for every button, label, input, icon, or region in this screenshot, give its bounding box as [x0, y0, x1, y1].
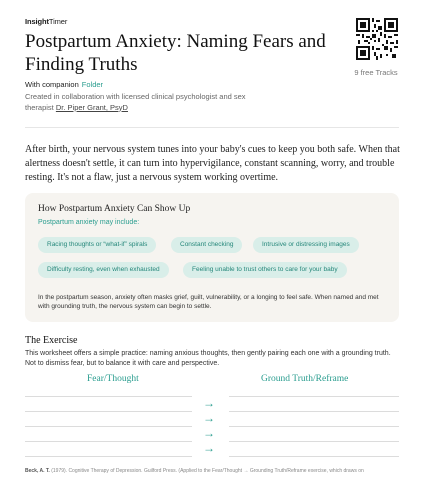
- truth-input-line[interactable]: [229, 426, 399, 427]
- companion-folder-link[interactable]: Folder: [81, 80, 104, 89]
- card-note: In the postpartum season, anxiety often masks grief, guilt, vulnerability, or a longing to feel safe. When named and met with grounding truth, the nervous system can begin to settle.: [38, 294, 379, 310]
- truth-input-line[interactable]: [229, 411, 399, 412]
- symptom-pill: Racing thoughts or “what-if” spirals: [38, 237, 156, 253]
- companion-line: [25, 80, 103, 89]
- logo-light-text: Timer: [48, 17, 68, 26]
- arrow-right-icon: →: [203, 441, 215, 455]
- truth-input-line[interactable]: [229, 456, 399, 457]
- fear-input-line[interactable]: [25, 441, 192, 442]
- insight-timer-logo[interactable]: [25, 17, 67, 26]
- symptom-pill: Intrusive or distressing images: [253, 237, 359, 253]
- arrow-right-icon: →: [203, 426, 215, 440]
- arrow-right-icon: →: [203, 396, 215, 410]
- collab-text: Created in collaboration with licensed clinical psychologist and sex therapist: [25, 92, 246, 112]
- ground-truth-heading: Ground Truth/Reframe: [261, 374, 349, 384]
- page-title: Postpartum Anxiety: Naming Fears and Finding Truths: [25, 31, 326, 75]
- logo-bold-text: Insight: [25, 17, 49, 26]
- header-divider: [25, 127, 399, 128]
- fear-input-line[interactable]: [25, 426, 192, 427]
- anxiety-signs-card: [25, 193, 399, 322]
- citation-footer: [25, 468, 405, 474]
- card-title: How Postpartum Anxiety Can Show Up: [38, 204, 191, 214]
- fear-input-line[interactable]: [25, 396, 192, 397]
- card-subtitle: Postpartum anxiety may include:: [38, 219, 140, 226]
- exercise-description: This worksheet offers a simple practice: naming anxious thoughts, then gently pairing each one with a grounding truth. Not to dismiss fear, but to balance it with care and perspective.: [25, 350, 391, 367]
- symptom-pill: Difficulty resting, even when exhausted: [38, 262, 169, 278]
- intro-paragraph: After birth, your nervous system tunes into your baby's cues to keep you both safe. When that alertness doesn't settle, it can turn into hypervigilance, constant scanning, worry, and trouble resting. It's not a flaw, just a nervous system working overtime.: [25, 144, 400, 183]
- companion-label: With companion: [25, 80, 79, 89]
- citation-author: Beck, A. T.: [25, 468, 50, 474]
- qr-code-icon[interactable]: [356, 18, 398, 60]
- fear-input-line[interactable]: [25, 411, 192, 412]
- symptom-pill: Feeling unable to trust others to care for your baby: [183, 262, 347, 278]
- truth-input-line[interactable]: [229, 396, 399, 397]
- symptom-pill: Constant checking: [171, 237, 242, 253]
- doctor-name-link[interactable]: Dr. Piper Grant, PsyD: [55, 102, 128, 112]
- fear-thought-heading: Fear/Thought: [87, 374, 139, 384]
- fear-input-line[interactable]: [25, 456, 192, 457]
- collaboration-credit: [25, 92, 265, 113]
- truth-input-line[interactable]: [229, 441, 399, 442]
- arrow-right-icon: →: [203, 411, 215, 425]
- citation-text: (1979). Cognitive Therapy of Depression. Guilford Press. (Applied to the Fear/Thought → Grounding Truth/Reframe exercise, which draws on: [49, 468, 364, 474]
- free-tracks-caption: 9 free Tracks: [354, 68, 398, 77]
- exercise-title: The Exercise: [25, 335, 78, 346]
